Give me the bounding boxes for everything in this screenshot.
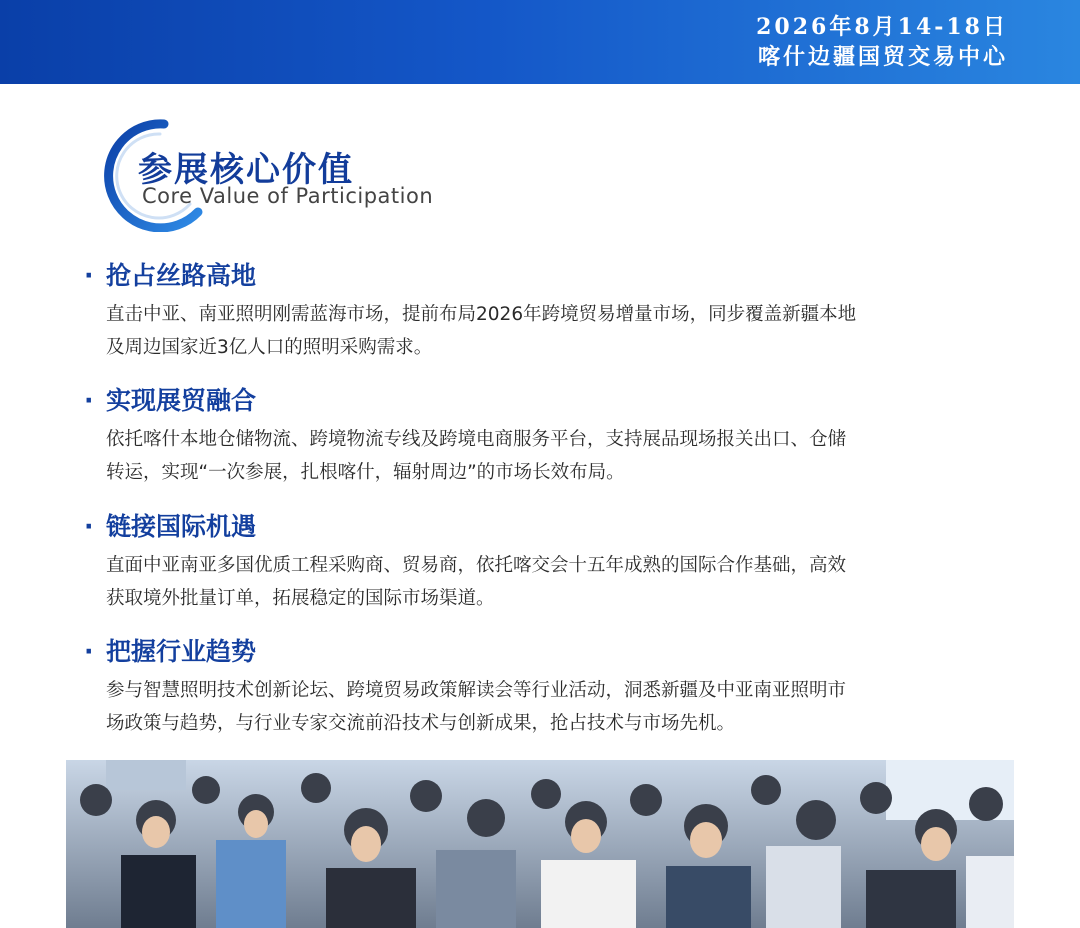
section-title-cn: 参展核心价值 — [138, 150, 354, 190]
value-item — [84, 509, 1014, 615]
value-item — [84, 634, 1014, 740]
exhibition-crowd-photo — [66, 760, 1014, 928]
item-title-text: 抢占丝路高地 — [106, 261, 257, 290]
item-description — [106, 674, 1006, 740]
value-item — [84, 258, 1014, 364]
bullet-icon: · — [84, 386, 94, 415]
section-title-en: Core Value of Participation — [142, 184, 434, 208]
item-title-text: 实现展贸融合 — [106, 386, 257, 415]
item-title-text: 链接国际机遇 — [106, 512, 257, 541]
bullet-icon: · — [84, 512, 94, 541]
item-title — [84, 383, 1014, 419]
item-title — [84, 509, 1014, 545]
item-line: 直面中亚南亚多国优质工程采购商、贸易商，依托喀交会十五年成熟的国际合作基础，高效 — [106, 555, 847, 576]
item-title-text: 把握行业趋势 — [106, 637, 257, 666]
bullet-icon: · — [84, 637, 94, 666]
bullet-icon: · — [84, 261, 94, 290]
section-heading — [86, 112, 506, 232]
item-line: 获取境外批量订单，拓展稳定的国际市场渠道。 — [106, 588, 495, 609]
item-title — [84, 258, 1014, 294]
item-line: 转运，实现“一次参展，扎根喀什，辐射周边”的市场长效布局。 — [106, 462, 625, 483]
event-venue: 喀什边疆国贸交易中心 — [757, 44, 1008, 70]
item-line: 及周边国家近3亿人口的照明采购需求。 — [106, 337, 433, 358]
crowd-illustration — [66, 760, 1014, 928]
item-description — [106, 549, 1006, 615]
item-line: 参与智慧照明技术创新论坛、跨境贸易政策解读会等行业活动，洞悉新疆及中亚南亚照明市 — [106, 680, 847, 701]
header-band — [0, 0, 1080, 84]
value-item — [84, 383, 1014, 489]
item-line: 直击中亚、南亚照明刚需蓝海市场，提前布局2026年跨境贸易增量市场，同步覆盖新疆本地 — [106, 304, 857, 325]
item-line: 场政策与趋势，与行业专家交流前沿技术与创新成果，抢占技术与市场先机。 — [106, 713, 736, 734]
item-description — [106, 423, 1006, 489]
event-info — [756, 12, 1008, 72]
item-line: 依托喀什本地仓储物流、跨境物流专线及跨境电商服务平台，支持展品现场报关出口、仓储 — [106, 429, 847, 450]
event-date: 2026年8月14-18日 — [756, 14, 1008, 40]
item-title — [84, 634, 1014, 670]
item-description — [106, 298, 1006, 364]
